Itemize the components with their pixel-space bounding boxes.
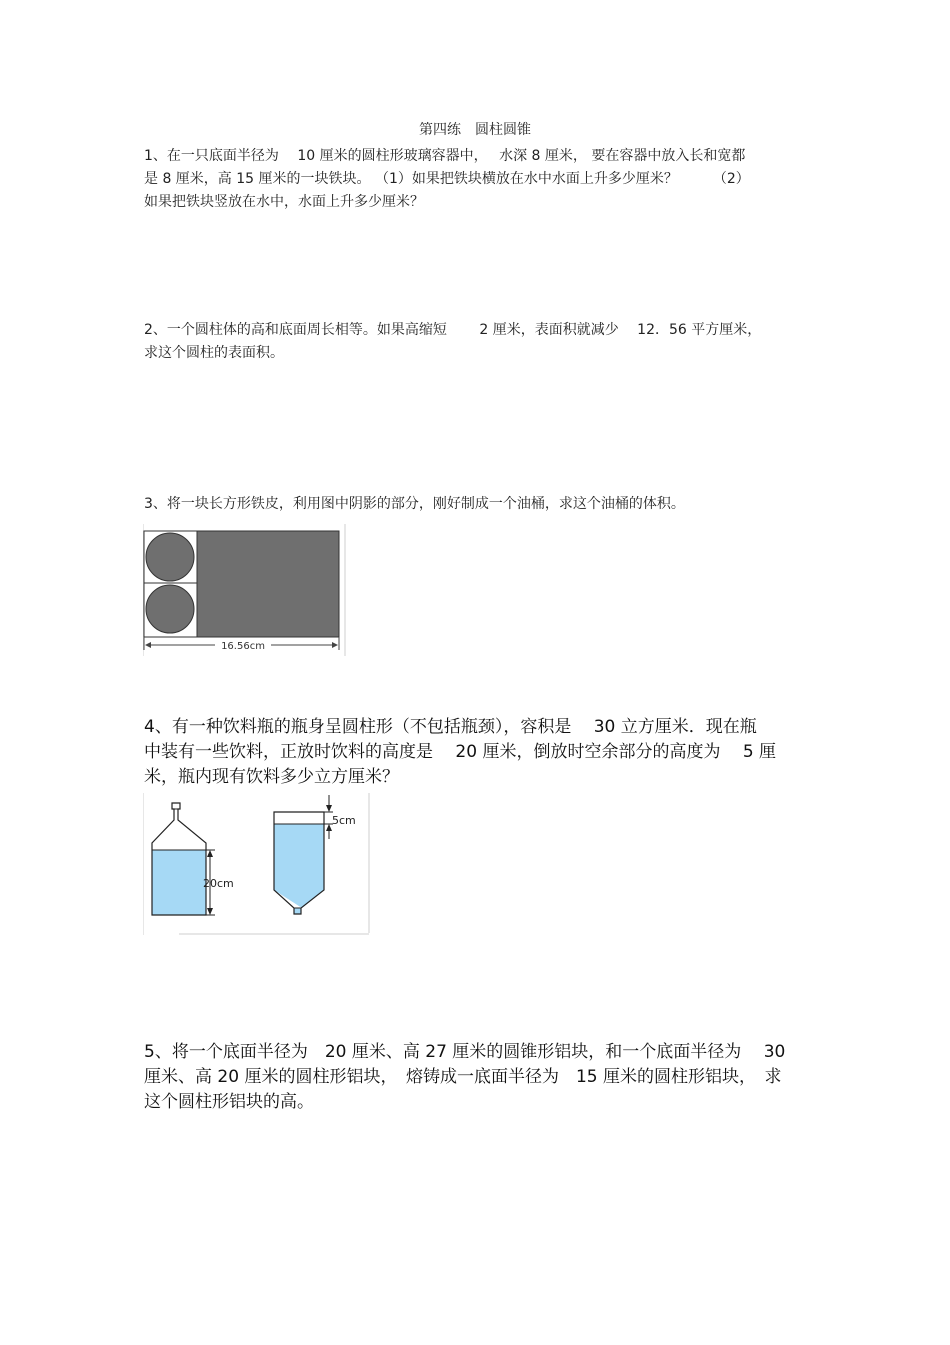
inverted-neck-liquid (294, 908, 301, 914)
inverted-gap-label: 5cm (332, 814, 356, 827)
dim-arrow-left (145, 642, 151, 648)
question-4-line-1: 4、有一种饮料瓶的瓶身呈圆柱形（不包括瓶颈），容积是 30 立方厘米．现在瓶 (144, 717, 757, 737)
question-1-line-2: 是 8 厘米，高 15 厘米的一块铁块。 （1）如果把铁块横放在水中水面上升多少厘米？ （2） (144, 171, 750, 187)
dim-arrow-right (332, 642, 338, 648)
shaded-circle-top (146, 533, 194, 581)
figure-4-bottle-diagram (143, 793, 371, 935)
upright-height-label: 20cm (203, 877, 234, 890)
upright-bottle (152, 803, 234, 915)
figure-3-sheet-diagram (143, 524, 347, 656)
question-4-line-3: 米，瓶内现有饮料多少立方厘米？ (144, 767, 399, 787)
question-2 (144, 319, 808, 365)
question-2-line-2: 求这个圆柱的表面积。 (144, 345, 284, 361)
shaded-rectangle (197, 531, 339, 637)
question-4 (144, 715, 808, 790)
page-title: 第四练 圆柱圆锥 (419, 122, 531, 138)
upright-liquid (152, 850, 206, 915)
question-3-line-1: 3、将一块长方形铁皮，利用图中阴影的部分，刚好制成一个油桶，求这个油桶的体积。 (144, 496, 685, 512)
question-5-line-1: 5、将一个底面半径为 20 厘米、高 27 厘米的圆锥形铝块，和一个底面半径为 30 (144, 1042, 786, 1062)
question-1-line-1: 1、在一只底面半径为 10 厘米的圆柱形玻璃容器中， 水深 8 厘米， 要在容器中放入长和宽都 (144, 148, 746, 164)
inverted-dim-arrow-top (326, 805, 332, 812)
inverted-bottle (274, 795, 356, 914)
figure-3-svg (143, 524, 347, 656)
question-5-line-3: 这个圆柱形铝块的高。 (144, 1092, 314, 1112)
dimension-label: 16.56cm (221, 641, 265, 652)
question-3 (144, 493, 808, 516)
question-5 (144, 1040, 808, 1115)
shaded-circle-bottom (146, 585, 194, 633)
figure-4-svg (143, 793, 371, 935)
question-1 (144, 145, 808, 214)
upright-dim-arrow-top (207, 850, 213, 857)
question-2-line-1: 2、一个圆柱体的高和底面周长相等。如果高缩短 2 厘米，表面积就减少 12．56 平方厘米， (144, 322, 762, 338)
question-4-line-2: 中装有一些饮料，正放时饮料的高度是 20 厘米，倒放时空余部分的高度为 5 厘 (144, 742, 777, 762)
upright-dim-arrow-bottom (207, 908, 213, 915)
question-1-line-3: 如果把铁块竖放在水中，水面上升多少厘米？ (144, 194, 424, 210)
question-5-line-2: 厘米、高 20 厘米的圆柱形铝块， 熔铸成一底面半径为 15 厘米的圆柱形铝块， 求 (144, 1067, 782, 1087)
